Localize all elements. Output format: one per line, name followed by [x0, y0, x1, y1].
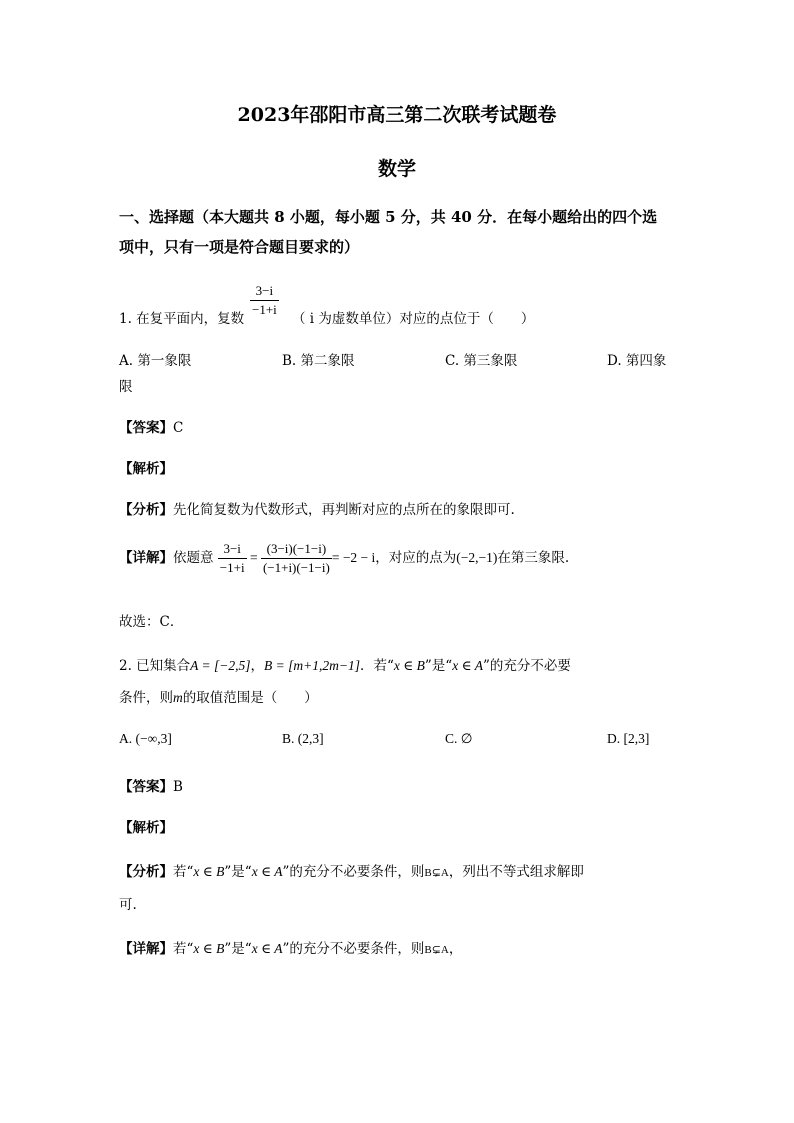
q2-fenxi-line2: 可. — [119, 897, 137, 913]
q1-detail-frac2 — [261, 540, 332, 577]
q1-detail-frac1 — [218, 540, 247, 577]
q1-fenxi-label: 【分析】 — [119, 502, 173, 518]
q1-stem — [119, 307, 244, 327]
q2-prefix: 2. 已知集合 — [119, 658, 191, 674]
section-heading — [119, 202, 689, 262]
q2-line2-end: 的取值范围是（ ） — [182, 690, 318, 706]
q2-answer — [119, 775, 183, 795]
q2-detail-c1: x ∈ B — [193, 941, 225, 956]
q1-analysis-label: 【解析】 — [119, 461, 173, 477]
q2-fenxi — [119, 860, 584, 880]
q1-prefix: 1. 在复平面内，复数 — [119, 311, 245, 327]
q2-answer-value: B — [173, 779, 183, 795]
q1-fenxi — [119, 498, 515, 518]
q2-line1-is: ”是“ — [424, 658, 453, 674]
q2-detail-label: 【详解】 — [119, 941, 173, 957]
q2-stem-line1 — [119, 654, 571, 674]
q2-option-a: A. (−∞,3] — [119, 731, 172, 746]
q1-frac-den: −1+i — [252, 302, 277, 317]
q2-fenxi-c1: x ∈ B — [193, 864, 225, 879]
q2-fenxi-tail: ，列出不等式组求解即 — [448, 864, 584, 880]
q2-option-d: D. [2,3] — [607, 731, 650, 746]
q2-detail-pre: 若“ — [173, 941, 194, 957]
q1-answer-value: C — [173, 420, 184, 436]
q2-option-b: B. (2,3] — [282, 731, 324, 746]
q1-detail-frac2-num: (3−i)(−1−i) — [261, 540, 332, 559]
q2-line1-end: ”的充分不必要 — [482, 658, 571, 674]
q1-detail-label: 【详解】 — [119, 550, 173, 566]
q2-line2-prefix: 条件，则 — [119, 690, 173, 706]
q2-var-m: m — [173, 690, 183, 705]
q1-detail-point: (−2,−1) — [456, 550, 498, 565]
q2-set-b: B = [m+1,2m−1] — [264, 658, 360, 673]
q2-set-a: A = [−2,5] — [190, 658, 251, 673]
q1-detail-end: 在第三象限. — [497, 550, 570, 566]
q2-sep: ， — [250, 658, 265, 674]
q2-fenxi-rel: B⊊A — [424, 867, 449, 879]
q1-detail-frac2-den: (−1+i)(−1−i) — [262, 560, 330, 575]
subject-title: 数学 — [377, 158, 416, 180]
q1-answer-label: 【答案】 — [119, 420, 173, 436]
q1-fenxi-text: 先化简复数为代数形式，再判断对应的点所在的象限即可. — [173, 502, 515, 518]
q2-detail-mid: ”是“ — [224, 941, 252, 957]
section-heading-line1: 一、选择题（本大题共 8 小题，每小题 5 分，共 40 分．在每小题给出的四个选 — [119, 208, 658, 226]
q2-answer-label: 【答案】 — [119, 779, 173, 795]
q2-line1-mid: ．若“ — [360, 658, 394, 674]
q1-detail-suffix: ，对应的点为 — [375, 550, 457, 566]
q2-fenxi-pre: 若“ — [173, 864, 194, 880]
q2-detail-c2: x ∈ A — [251, 941, 283, 956]
q2-cond1: x ∈ B — [393, 658, 425, 673]
page-title: 2023年邵阳市高三第二次联考试题卷 — [237, 104, 557, 126]
q1-fraction — [250, 282, 279, 319]
q1-detail-frac1-den: −1+i — [219, 560, 245, 575]
q2-fenxi-mid: ”是“ — [224, 864, 252, 880]
q2-detail-tail: ， — [448, 941, 463, 957]
q1-detail-prefix: 依题意 — [173, 550, 214, 566]
q1-answer — [119, 416, 183, 436]
q1-option-b: B. 第二象限 — [282, 353, 355, 369]
q2-detail-rel: B⊊A — [424, 944, 449, 956]
q2-detail — [119, 937, 462, 957]
section-heading-line2: 项中，只有一项是符合题目要求的） — [119, 238, 360, 256]
q1-detail-frac1-num: 3−i — [218, 540, 247, 559]
q1-option-d: D. 第四象 — [607, 353, 667, 369]
q2-fenxi-c2: x ∈ A — [251, 864, 283, 879]
q2-cond2: x ∈ A — [452, 658, 483, 673]
q1-detail — [119, 540, 569, 577]
q2-detail-post: ”的充分不必要条件，则 — [282, 941, 425, 957]
q2-fenxi-post: ”的充分不必要条件，则 — [282, 864, 425, 880]
q1-option-d-wrap: 限 — [119, 379, 133, 395]
q1-option-c: C. 第三象限 — [445, 353, 518, 369]
q2-option-c: C. ∅ — [445, 731, 473, 746]
q1-frac-num: 3−i — [250, 282, 279, 301]
q2-fenxi-label: 【分析】 — [119, 864, 173, 880]
q1-stem-suffix: （ i 为虚数单位）对应的点位于（ ） — [292, 311, 535, 327]
q1-option-a: A. 第一象限 — [119, 353, 192, 369]
q1-detail-result: = −2 − i — [331, 550, 376, 565]
q1-detail-eq: = — [246, 550, 261, 565]
q2-stem-line2 — [119, 686, 318, 706]
q2-analysis-label: 【解析】 — [119, 820, 173, 836]
q1-conclusion: 故选：C． — [119, 614, 184, 630]
